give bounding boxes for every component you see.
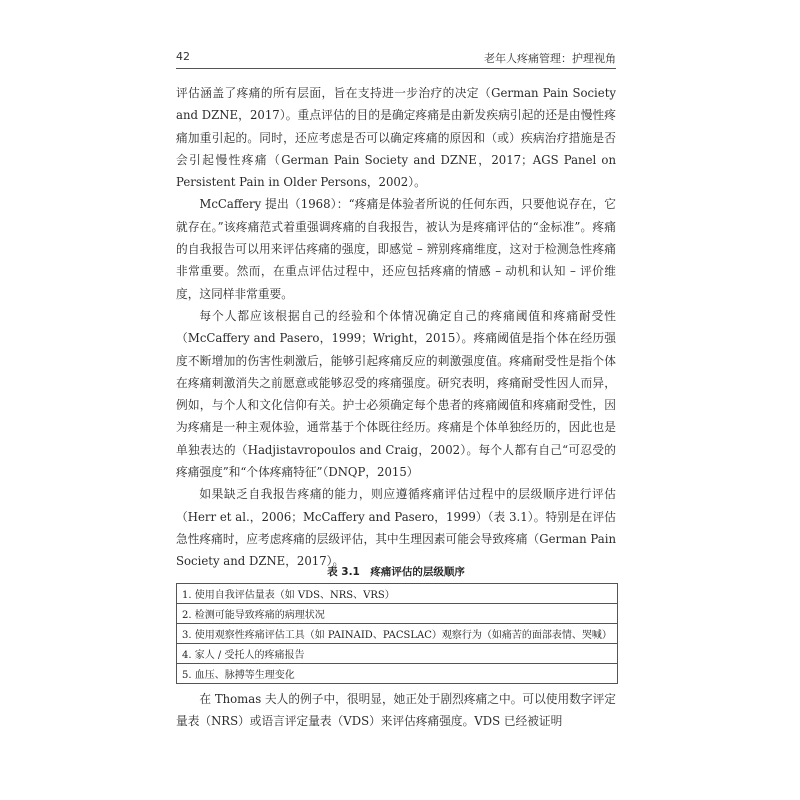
page-number: 42 bbox=[176, 50, 190, 63]
table-cell: 4. 家人 / 受托人的疼痛报告 bbox=[177, 644, 618, 664]
paragraph-4: 如果缺乏自我报告疼痛的能力，则应遵循疼痛评估过程中的层级顺序进行评估（Herr et al.，2006；McCaffery and Pasero，1999）（表 3.1）。特别是在评估急性疼痛时，应考虑疼痛的层级评估，其中生理因素可能会导致疼痛（German Pain Society and DZNE，2017）。 bbox=[176, 487, 616, 569]
table-cell: 2. 检测可能导致疼痛的病理状况 bbox=[177, 604, 618, 624]
paragraph-3: 每个人都应该根据自己的经验和个体情况确定自己的疼痛阈值和疼痛耐受性（McCaffery and Pasero，1999；Wright，2015）。疼痛阈值是指个体在经历强度不断增加的伤害性刺激后，能够引起疼痛反应的刺激强度值。疼痛耐受性是指个体在疼痛刺激消失之前愿意或能够忍受的疼痛强度。研究表明，疼痛耐受性因人而异，例如，与个人和文化信仰有关。护士必须确定每个患者的疼痛阈值和疼痛耐受性，因为疼痛是一种主观体验，通常基于个体既往经历。疼痛是个体单独经历的，因此也是单独表达的（Hadjistavropoulos and Craig，2002）。每个人都有自己“可忍受的疼痛强度”和“个体疼痛特征”（DNQP，2015） bbox=[176, 308, 616, 480]
paragraph-1: 评估涵盖了疼痛的所有层面，旨在支持进一步治疗的决定（German Pain Society and DZNE，2017）。重点评估的目的是确定疼痛是由新发疾病引起的还是由慢性疼痛加重引起的。同时，还应考虑是否可以确定疼痛的原因和（或）疾病治疗措施是否会引起慢性疼痛（German Pain Society and DZNE，2017；AGS Panel on Persistent Pain in Older Persons，2002）。 bbox=[176, 86, 616, 190]
table-cell: 5. 血压、脉搏等生理变化 bbox=[177, 664, 618, 684]
pain-assessment-hierarchy-table bbox=[176, 583, 618, 684]
table-caption: 表 3.1 疼痛评估的层级顺序 bbox=[327, 566, 465, 578]
table-row bbox=[177, 584, 618, 604]
body-text bbox=[176, 82, 616, 573]
table-cell: 1. 使用自我评估量表（如 VDS、NRS、VRS） bbox=[177, 584, 618, 604]
page-header bbox=[176, 50, 616, 68]
paragraph-2: McCaffery 提出（1968）：“疼痛是体验者所说的任何东西，只要他说存在，它就存在。”该疼痛范式着重强调疼痛的自我报告，被认为是疼痛评估的“金标准”。疼痛的自我报告可以用来评估疼痛的强度，即感觉 – 辨别疼痛维度，这对于检测急性疼痛非常重要。然而，在重点评估过程中，还应包括疼痛的情感 – 动机和认知 – 评价维度，这同样非常重要。 bbox=[176, 197, 616, 301]
table-row bbox=[177, 644, 618, 664]
running-title: 老年人疼痛管理：护理视角 bbox=[484, 52, 616, 65]
header-rule bbox=[176, 68, 616, 69]
table-row bbox=[177, 624, 618, 644]
table-row bbox=[177, 604, 618, 624]
table-cell: 3. 使用观察性疼痛评估工具（如 PAINAID、PACSLAC）观察行为（如痛苦的面部表情、哭喊） bbox=[177, 624, 618, 644]
table-row bbox=[177, 664, 618, 684]
paragraph-5: 在 Thomas 夫人的例子中，很明显，她正处于剧烈疼痛之中。可以使用数字评定量表（NRS）或语言评定量表（VDS）来评估疼痛强度。VDS 已经被证明 bbox=[176, 692, 616, 729]
after-table-text bbox=[176, 688, 616, 733]
